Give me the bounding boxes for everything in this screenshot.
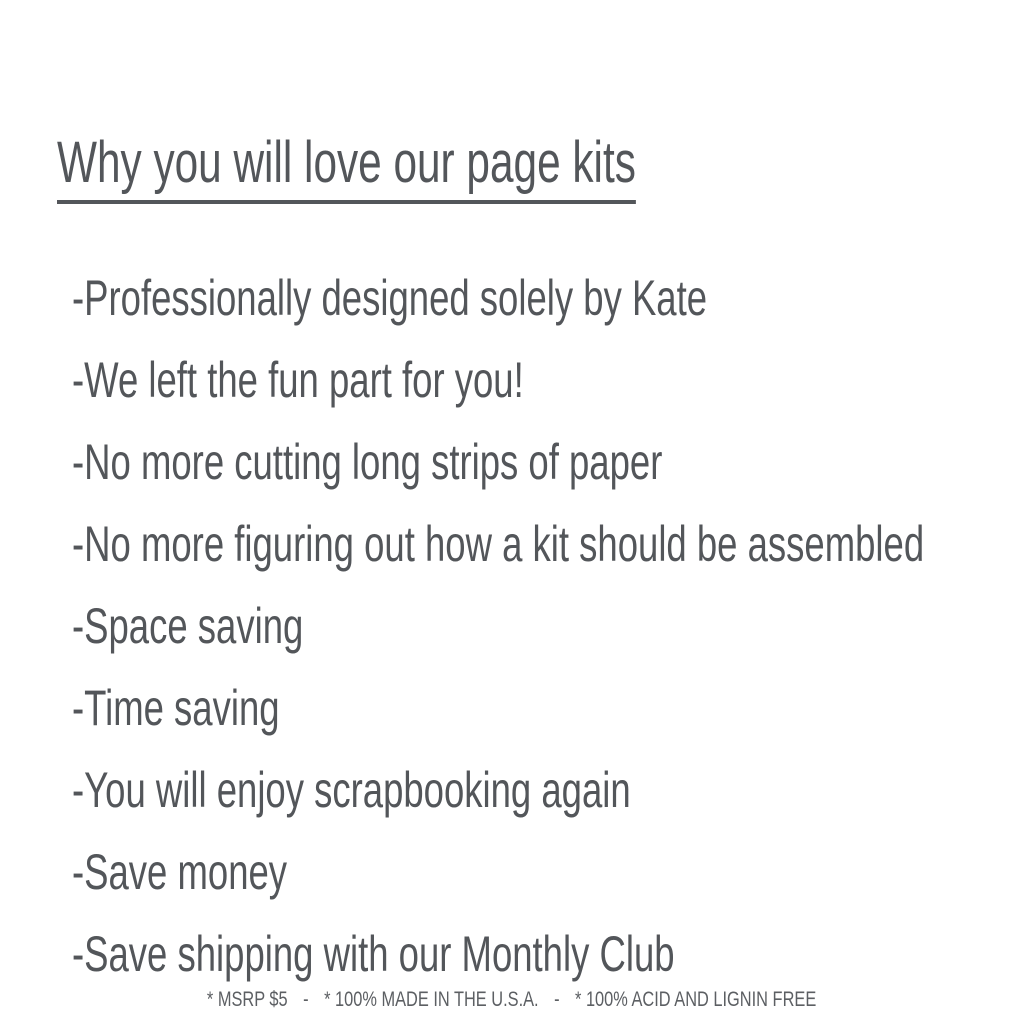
list-item: -No more figuring out how a kit should be assembled (72, 515, 925, 572)
list-item: -Save money (72, 843, 288, 900)
footer-msrp: * MSRP $5 (206, 988, 288, 1011)
list-item: -Space saving (72, 597, 304, 654)
list-item: -We left the fun part for you! (72, 351, 524, 408)
list-item: -Professionally designed solely by Kate (72, 269, 708, 326)
footer-text (207, 988, 816, 1012)
list-item: -Time saving (72, 679, 280, 736)
footer-acid-free: * 100% ACID AND LIGNIN FREE (574, 988, 817, 1011)
list-item: -Save shipping with our Monthly Club (72, 925, 675, 982)
list-item: -You will enjoy scrapbooking again (72, 761, 631, 818)
footer (0, 988, 1023, 1012)
footer-made-in-usa: * 100% MADE IN THE U.S.A. (323, 988, 539, 1011)
footer-separator: - (553, 988, 560, 1011)
footer-separator: - (303, 988, 309, 1011)
page-title: Why you will love our page kits (57, 131, 636, 204)
page-content (57, 92, 1023, 995)
list-item: -No more cutting long strips of paper (72, 433, 663, 490)
benefits-list (57, 257, 1023, 995)
